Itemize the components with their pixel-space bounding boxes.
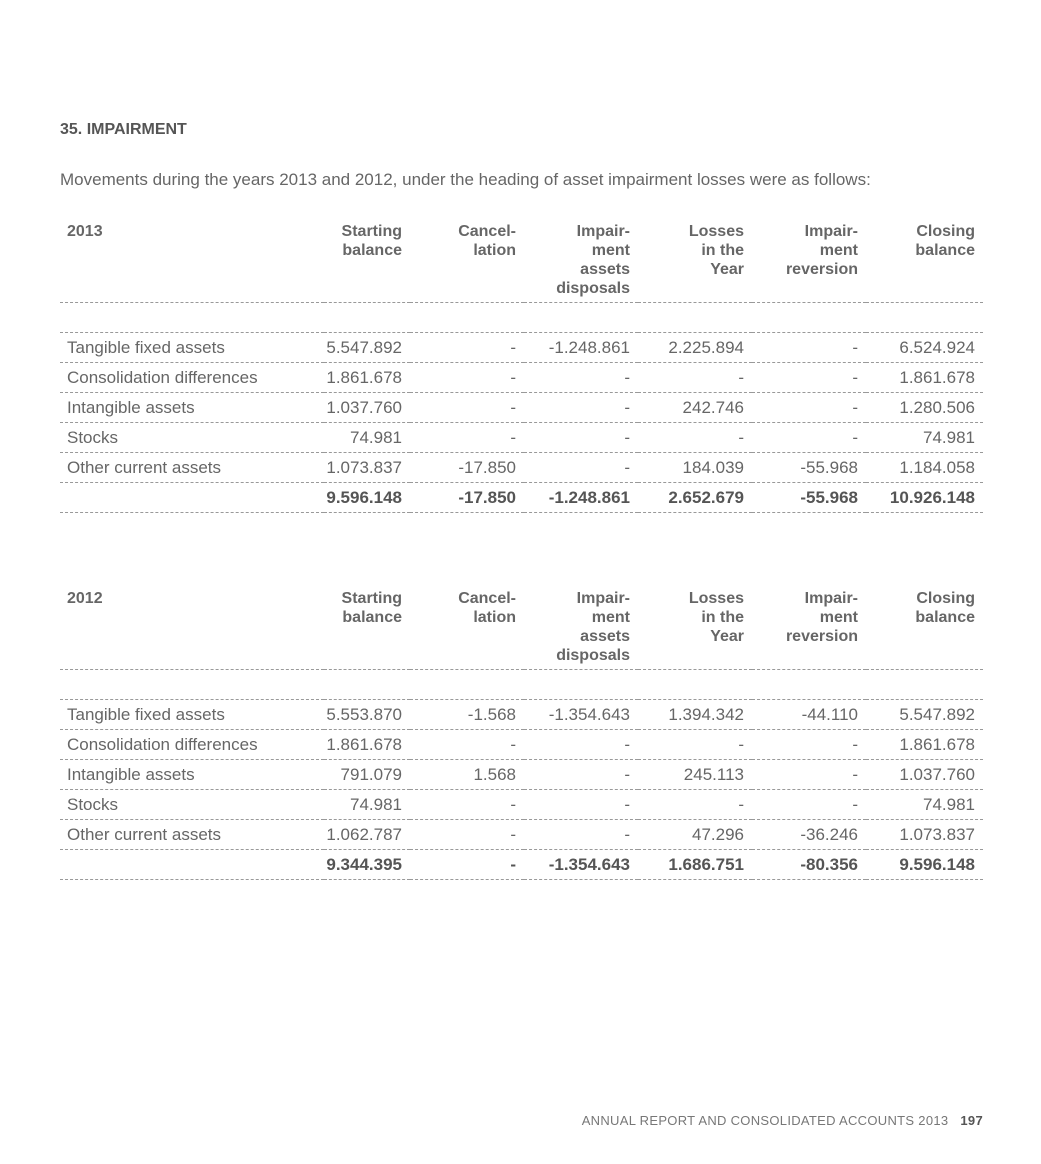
cell-value: -1.248.861 [524, 333, 638, 363]
table-row [60, 333, 983, 363]
cell-value: - [752, 333, 866, 363]
col-header: Impair- ment assets disposals [524, 589, 638, 670]
table-row [60, 363, 983, 393]
table-row [60, 393, 983, 423]
row-label: Consolidation differences [60, 730, 324, 760]
cell-value: - [752, 790, 866, 820]
cell-value: - [410, 820, 524, 850]
cell-value: 1.861.678 [324, 730, 410, 760]
cell-value: -80.356 [752, 850, 866, 880]
cell-value: - [410, 790, 524, 820]
total-row [60, 850, 983, 880]
cell-value: - [410, 333, 524, 363]
cell-value: - [524, 393, 638, 423]
table-year: 2012 [60, 589, 324, 670]
spacer-row [60, 303, 983, 333]
cell-value: 2.225.894 [638, 333, 752, 363]
cell-value: 245.113 [638, 760, 752, 790]
cell-value: 1.280.506 [866, 393, 983, 423]
cell-value: - [410, 730, 524, 760]
cell-value: 5.547.892 [324, 333, 410, 363]
col-header: Impair- ment assets disposals [524, 222, 638, 303]
cell-value: - [752, 423, 866, 453]
col-header: Impair- ment reversion [752, 222, 866, 303]
col-header: Closing balance [866, 589, 983, 670]
row-label: Intangible assets [60, 760, 324, 790]
intro-text: Movements during the years 2013 and 2012, under the heading of asset impairment losses were as follows: [60, 170, 871, 189]
col-header: Losses in the Year [638, 589, 752, 670]
cell-value: 1.073.837 [866, 820, 983, 850]
page-footer [582, 1113, 983, 1128]
cell-value: 10.926.148 [866, 483, 983, 513]
row-label [60, 850, 324, 880]
total-row [60, 483, 983, 513]
col-header: Cancel- lation [410, 222, 524, 303]
cell-value: - [410, 393, 524, 423]
cell-value: -44.110 [752, 700, 866, 730]
cell-value: 5.553.870 [324, 700, 410, 730]
cell-value: 9.596.148 [324, 483, 410, 513]
cell-value: 1.184.058 [866, 453, 983, 483]
cell-value: 1.686.751 [638, 850, 752, 880]
cell-value: -1.354.643 [524, 700, 638, 730]
table-row [60, 760, 983, 790]
row-label: Stocks [60, 423, 324, 453]
cell-value: - [524, 363, 638, 393]
row-label [60, 483, 324, 513]
cell-value: 184.039 [638, 453, 752, 483]
table-row [60, 730, 983, 760]
cell-value: 1.062.787 [324, 820, 410, 850]
cell-value: 1.037.760 [866, 760, 983, 790]
page-number: 197 [960, 1113, 983, 1128]
cell-value: 47.296 [638, 820, 752, 850]
cell-value: - [410, 423, 524, 453]
cell-value: - [410, 850, 524, 880]
cell-value: 1.073.837 [324, 453, 410, 483]
cell-value: 1.861.678 [866, 363, 983, 393]
table-row [60, 453, 983, 483]
cell-value: -55.968 [752, 453, 866, 483]
cell-value: - [524, 790, 638, 820]
cell-value: 74.981 [324, 790, 410, 820]
table-row [60, 790, 983, 820]
cell-value: - [752, 730, 866, 760]
row-label: Other current assets [60, 453, 324, 483]
impairment-table-2012 [60, 589, 983, 880]
cell-value: 6.524.924 [866, 333, 983, 363]
cell-value: 242.746 [638, 393, 752, 423]
footer-text: ANNUAL REPORT AND CONSOLIDATED ACCOUNTS 2013 [581, 1113, 949, 1128]
table-row [60, 423, 983, 453]
cell-value: 74.981 [866, 790, 983, 820]
row-label: Other current assets [60, 820, 324, 850]
table-row [60, 700, 983, 730]
col-header: Impair- ment reversion [752, 589, 866, 670]
impairment-table-2013 [60, 222, 983, 513]
cell-value: - [524, 820, 638, 850]
cell-value: - [638, 423, 752, 453]
cell-value: -55.968 [752, 483, 866, 513]
cell-value: -17.850 [410, 483, 524, 513]
table-year: 2013 [60, 222, 324, 303]
cell-value: - [524, 760, 638, 790]
cell-value: 1.861.678 [324, 363, 410, 393]
cell-value: 5.547.892 [866, 700, 983, 730]
cell-value: -1.248.861 [524, 483, 638, 513]
col-header: Cancel- lation [410, 589, 524, 670]
col-header: Starting balance [324, 222, 410, 303]
cell-value: - [524, 730, 638, 760]
row-label: Intangible assets [60, 393, 324, 423]
section-title: 35. IMPAIRMENT [60, 121, 187, 138]
col-header: Starting balance [324, 589, 410, 670]
cell-value: 791.079 [324, 760, 410, 790]
cell-value: 1.568 [410, 760, 524, 790]
col-header: Losses in the Year [638, 222, 752, 303]
cell-value: - [752, 393, 866, 423]
cell-value: - [524, 423, 638, 453]
table-header-row [60, 589, 983, 670]
cell-value: -1.568 [410, 700, 524, 730]
cell-value: 74.981 [866, 423, 983, 453]
cell-value: 74.981 [324, 423, 410, 453]
cell-value: - [638, 730, 752, 760]
row-label: Consolidation differences [60, 363, 324, 393]
cell-value: -1.354.643 [524, 850, 638, 880]
cell-value: 1.394.342 [638, 700, 752, 730]
row-label: Stocks [60, 790, 324, 820]
spacer-row [60, 670, 983, 700]
cell-value: - [752, 363, 866, 393]
cell-value: 9.596.148 [866, 850, 983, 880]
cell-value: - [752, 760, 866, 790]
cell-value: 1.037.760 [324, 393, 410, 423]
row-label: Tangible fixed assets [60, 333, 324, 363]
cell-value: -36.246 [752, 820, 866, 850]
cell-value: -17.850 [410, 453, 524, 483]
row-label: Tangible fixed assets [60, 700, 324, 730]
table-body [60, 670, 983, 880]
cell-value: - [410, 363, 524, 393]
cell-value: 9.344.395 [324, 850, 410, 880]
cell-value: - [524, 453, 638, 483]
cell-value: 2.652.679 [638, 483, 752, 513]
cell-value: 1.861.678 [866, 730, 983, 760]
cell-value: - [638, 790, 752, 820]
table-header-row [60, 222, 983, 303]
cell-value: - [638, 363, 752, 393]
table-row [60, 820, 983, 850]
table-body [60, 303, 983, 513]
col-header: Closing balance [866, 222, 983, 303]
